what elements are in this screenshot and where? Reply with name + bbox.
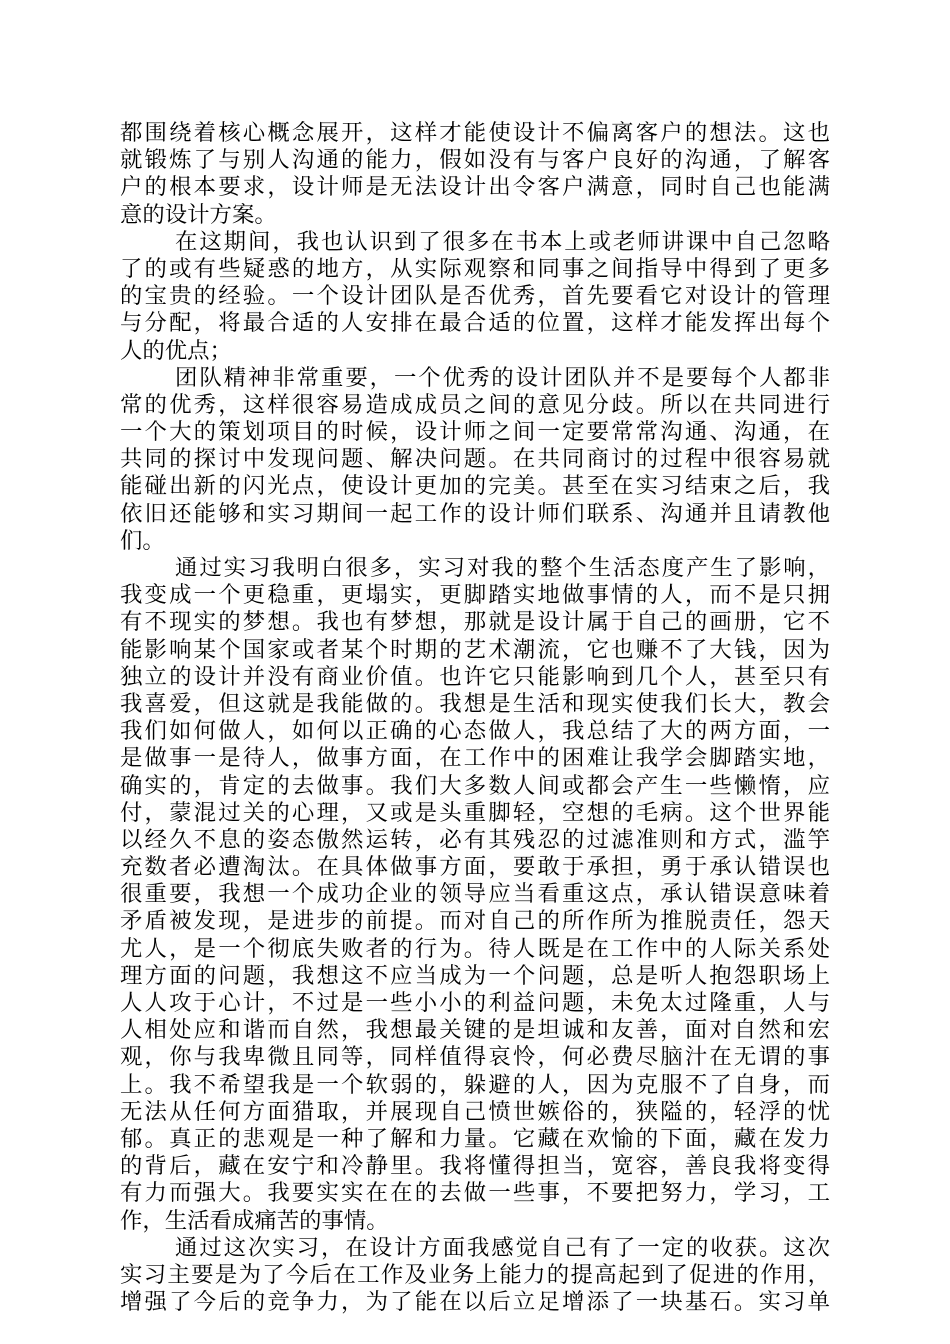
text-line: 是做事一是待人，做事方面，在工作中的困难让我学会脚踏实地， — [120, 745, 830, 772]
text-line: 有力而强大。我要实实在在的去做一些事，不要把努力，学习，工 — [120, 1180, 830, 1207]
text-line: 与分配，将最合适的人安排在最合适的位置，这样才能发挥出每个 — [120, 310, 830, 337]
text-line: 人相处应和谐而自然，我想最关键的是坦诚和友善，面对自然和宏 — [120, 1017, 830, 1044]
text-line: 依旧还能够和实习期间一起工作的设计师们联系、沟通并且请教他 — [120, 500, 830, 527]
text-line: 的宝贵的经验。一个设计团队是否优秀，首先要看它对设计的管理 — [120, 283, 830, 310]
text-line: 能碰出新的闪光点，使设计更加的完美。甚至在实习结束之后，我 — [120, 473, 830, 500]
text-line: 上。我不希望我是一个软弱的，躲避的人，因为克服不了自身，而 — [120, 1071, 830, 1098]
text-line: 有不现实的梦想。我也有梦想，那就是设计属于自己的画册，它不 — [120, 609, 830, 636]
text-line: 通过这次实习，在设计方面我感觉自己有了一定的收获。这次 — [175, 1234, 830, 1261]
text-line: 我们如何做人，如何以正确的心态做人，我总结了大的两方面，一 — [120, 718, 830, 745]
text-line: 意的设计方案。 — [120, 201, 277, 228]
text-line: 确实的，肯定的去做事。我们大多数人间或都会产生一些懒惰，应 — [120, 772, 830, 799]
text-line: 共同的探讨中发现问题、解决问题。在共同商讨的过程中很容易就 — [120, 446, 830, 473]
text-line: 无法从任何方面猎取，并展现自己愤世嫉俗的，狭隘的，轻浮的忧 — [120, 1098, 830, 1125]
text-line: 理方面的问题，我想这不应当成为一个问题，总是听人抱怨职场上 — [120, 962, 830, 989]
text-line: 了的或有些疑惑的地方，从实际观察和同事之间指导中得到了更多 — [120, 255, 830, 282]
text-line: 我变成一个更稳重，更塌实，更脚踏实地做事情的人，而不是只拥 — [120, 582, 830, 609]
text-line: 就锻炼了与别人沟通的能力，假如没有与客户良好的沟通，了解客 — [120, 147, 830, 174]
text-line: 一个大的策划项目的时候，设计师之间一定要常常沟通、沟通，在 — [120, 419, 830, 446]
text-line: 人人攻于心计，不过是一些小小的利益问题，未免太过隆重，人与 — [120, 990, 830, 1016]
text-line: 观，你与我卑微且同等，同样值得哀怜，何必费尽脑汁在无谓的事 — [120, 1044, 830, 1071]
text-line: 我喜爱，但这就是我能做的。我想是生活和现实使我们长大，教会 — [120, 690, 830, 717]
text-line: 很重要，我想一个成功企业的领导应当看重这点，承认错误意味着 — [120, 881, 830, 908]
text-line: 能影响某个国家或者某个时期的艺术潮流，它也赚不了大钱，因为 — [120, 636, 830, 663]
text-line: 独立的设计并没有商业价值。也许它只能影响到几个人，甚至只有 — [120, 663, 830, 690]
text-line: 的背后，藏在安宁和冷静里。我将懂得担当，宽容，善良我将变得 — [120, 1153, 830, 1180]
text-line: 尤人，是一个彻底失败者的行为。待人既是在工作中的人际关系处 — [120, 935, 830, 962]
text-line: 常的优秀，这样很容易造成成员之间的意见分歧。所以在共同进行 — [120, 391, 830, 418]
text-line: 增强了今后的竞争力，为了能在以后立足增添了一块基石。实习单 — [120, 1289, 830, 1316]
document-page — [120, 120, 830, 1316]
text-line: 团队精神非常重要，一个优秀的设计团队并不是要每个人都非 — [175, 364, 830, 391]
text-line: 人的优点； — [120, 337, 232, 364]
text-line: 付，蒙混过关的心理，又或是头重脚轻，空想的毛病。这个世界能 — [120, 799, 830, 826]
text-line: 都围绕着核心概念展开，这样才能使设计不偏离客户的想法。这也 — [120, 120, 830, 146]
text-line: 作，生活看成痛苦的事情。 — [120, 1207, 389, 1234]
text-line: 郁。真正的悲观是一种了解和力量。它藏在欢愉的下面，藏在发力 — [120, 1125, 830, 1152]
text-line: 在这期间，我也认识到了很多在书本上或老师讲课中自己忽略 — [175, 228, 830, 255]
text-line: 通过实习我明白很多，实习对我的整个生活态度产生了影响， — [175, 555, 830, 581]
text-line: 以经久不息的姿态傲然运转，必有其残忍的过滤准则和方式，滥竽 — [120, 826, 830, 853]
text-line: 充数者必遭淘汰。在具体做事方面，要敢于承担，勇于承认错误也 — [120, 854, 830, 881]
text-line: 实习主要是为了今后在工作及业务上能力的提高起到了促进的作用， — [120, 1261, 830, 1288]
text-line: 们。 — [120, 527, 165, 554]
text-line: 户的根本要求，设计师是无法设计出令客户满意，同时自己也能满 — [120, 174, 830, 201]
text-line: 矛盾被发现，是进步的前提。而对自己的所作所为推脱责任，怨天 — [120, 908, 830, 935]
